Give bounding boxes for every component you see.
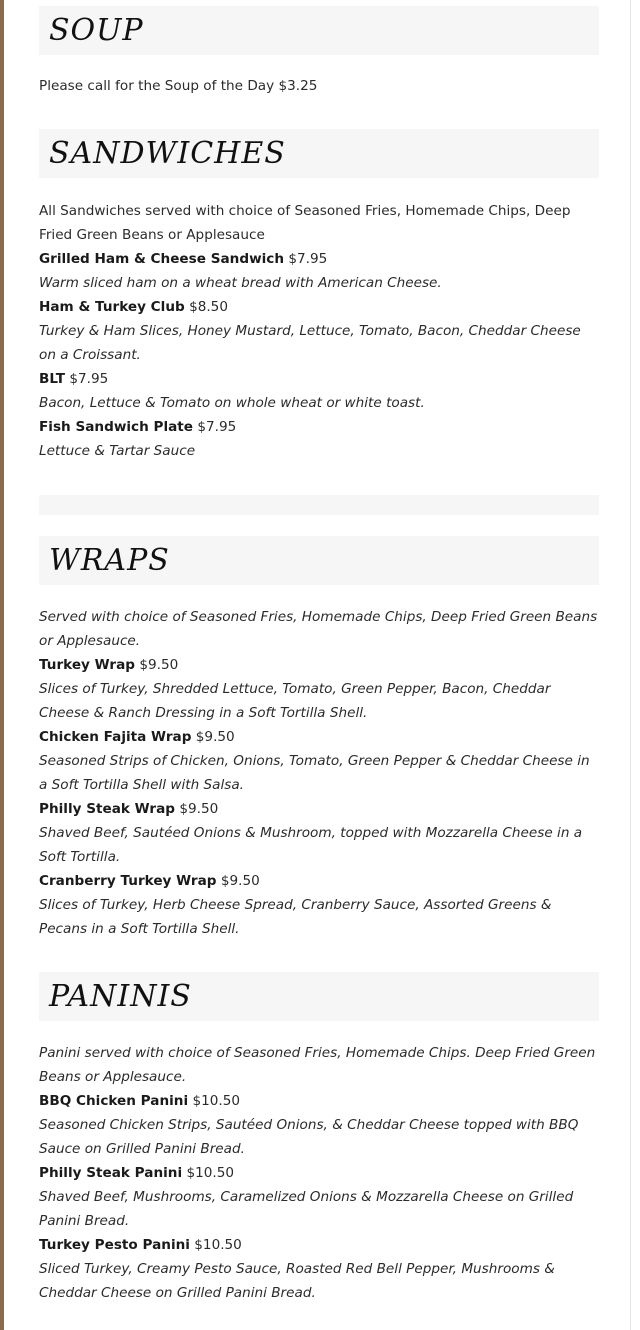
item-name: Turkey Pesto Panini xyxy=(39,1237,190,1253)
menu-item xyxy=(39,797,599,821)
wraps-list xyxy=(39,605,599,941)
menu-item xyxy=(39,295,599,319)
sandwiches-list xyxy=(39,199,599,463)
item-price: $10.50 xyxy=(194,1237,242,1253)
item-name: Fish Sandwich Plate xyxy=(39,419,194,435)
item-name: BBQ Chicken Panini xyxy=(39,1093,189,1109)
empty-section-band xyxy=(39,495,599,515)
paninis-section-header xyxy=(39,972,599,1021)
item-description: Warm sliced ham on a wheat bread with American Cheese. xyxy=(39,275,442,291)
item-description: Slices of Turkey, Shredded Lettuce, Tomato, Green Pepper, Bacon, Cheddar Cheese & Ranch Dressing in a Soft Tortilla Shell. xyxy=(39,681,551,721)
wraps-intro: Served with choice of Seasoned Fries, Homemade Chips, Deep Fried Green Beans or Applesauce. xyxy=(39,609,598,649)
right-border-line xyxy=(630,0,631,1330)
item-name: Philly Steak Wrap xyxy=(39,801,176,817)
item-name: Chicken Fajita Wrap xyxy=(39,729,192,745)
left-accent-bar xyxy=(0,0,4,1330)
paninis-section-title: PANINIS xyxy=(49,978,192,1014)
item-name: BLT xyxy=(39,371,66,387)
soup-section-header xyxy=(39,6,599,55)
item-price: $7.95 xyxy=(288,251,328,267)
item-price: $7.95 xyxy=(197,419,237,435)
menu-item xyxy=(39,367,599,391)
item-name: Philly Steak Panini xyxy=(39,1165,183,1181)
item-name: Turkey Wrap xyxy=(39,657,136,673)
menu-item xyxy=(39,1089,599,1113)
menu-item xyxy=(39,247,599,271)
item-price: $7.95 xyxy=(69,371,109,387)
item-description: Bacon, Lettuce & Tomato on whole wheat or white toast. xyxy=(39,395,425,411)
item-description: Shaved Beef, Mushrooms, Caramelized Onions & Mozzarella Cheese on Grilled Panini Bread. xyxy=(39,1189,574,1229)
item-description: Seasoned Strips of Chicken, Onions, Tomato, Green Pepper & Cheddar Cheese in a Soft Tortilla Shell with Salsa. xyxy=(39,753,590,793)
menu-item xyxy=(39,1161,599,1185)
item-description: Lettuce & Tartar Sauce xyxy=(39,443,196,459)
wraps-section-header xyxy=(39,536,599,585)
menu-item xyxy=(39,1233,599,1257)
item-name: Ham & Turkey Club xyxy=(39,299,185,315)
item-description: Turkey & Ham Slices, Honey Mustard, Lettuce, Tomato, Bacon, Cheddar Cheese on a Croissant. xyxy=(39,323,581,363)
item-price: $9.50 xyxy=(179,801,219,817)
item-price: $9.50 xyxy=(139,657,179,673)
item-description: Sliced Turkey, Creamy Pesto Sauce, Roasted Red Bell Pepper, Mushrooms & Cheddar Cheese on Grilled Panini Bread. xyxy=(39,1261,555,1301)
item-price: $9.50 xyxy=(220,873,260,889)
sandwiches-intro: All Sandwiches served with choice of Seasoned Fries, Homemade Chips, Deep Fried Green Beans or Applesauce xyxy=(39,203,571,243)
wraps-section-title: WRAPS xyxy=(49,542,170,578)
item-description: Shaved Beef, Sautéed Onions & Mushroom, topped with Mozzarella Cheese in a Soft Tortilla. xyxy=(39,825,583,865)
soup-section-title: SOUP xyxy=(49,12,144,48)
item-description: Seasoned Chicken Strips, Sautéed Onions, & Cheddar Cheese topped with BBQ Sauce on Grilled Panini Bread. xyxy=(39,1117,579,1157)
menu-item xyxy=(39,415,599,439)
item-price: $10.50 xyxy=(186,1165,235,1181)
item-name: Cranberry Turkey Wrap xyxy=(39,873,217,889)
menu-content xyxy=(39,0,599,1305)
sandwiches-section-header xyxy=(39,129,599,178)
item-price: $10.50 xyxy=(192,1093,241,1109)
soup-note: Please call for the Soup of the Day $3.25 xyxy=(39,78,318,94)
item-name: Grilled Ham & Cheese Sandwich xyxy=(39,251,285,267)
item-description: Slices of Turkey, Herb Cheese Spread, Cranberry Sauce, Assorted Greens & Pecans in a Soft Tortilla Shell. xyxy=(39,897,552,937)
menu-item xyxy=(39,725,599,749)
paninis-intro: Panini served with choice of Seasoned Fries, Homemade Chips. Deep Fried Green Beans or Applesauce. xyxy=(39,1045,596,1085)
item-price: $8.50 xyxy=(189,299,228,315)
sandwiches-section-title: SANDWICHES xyxy=(49,135,286,171)
menu-item xyxy=(39,653,599,677)
item-price: $9.50 xyxy=(195,729,235,745)
menu-item xyxy=(39,869,599,893)
paninis-list xyxy=(39,1041,599,1305)
